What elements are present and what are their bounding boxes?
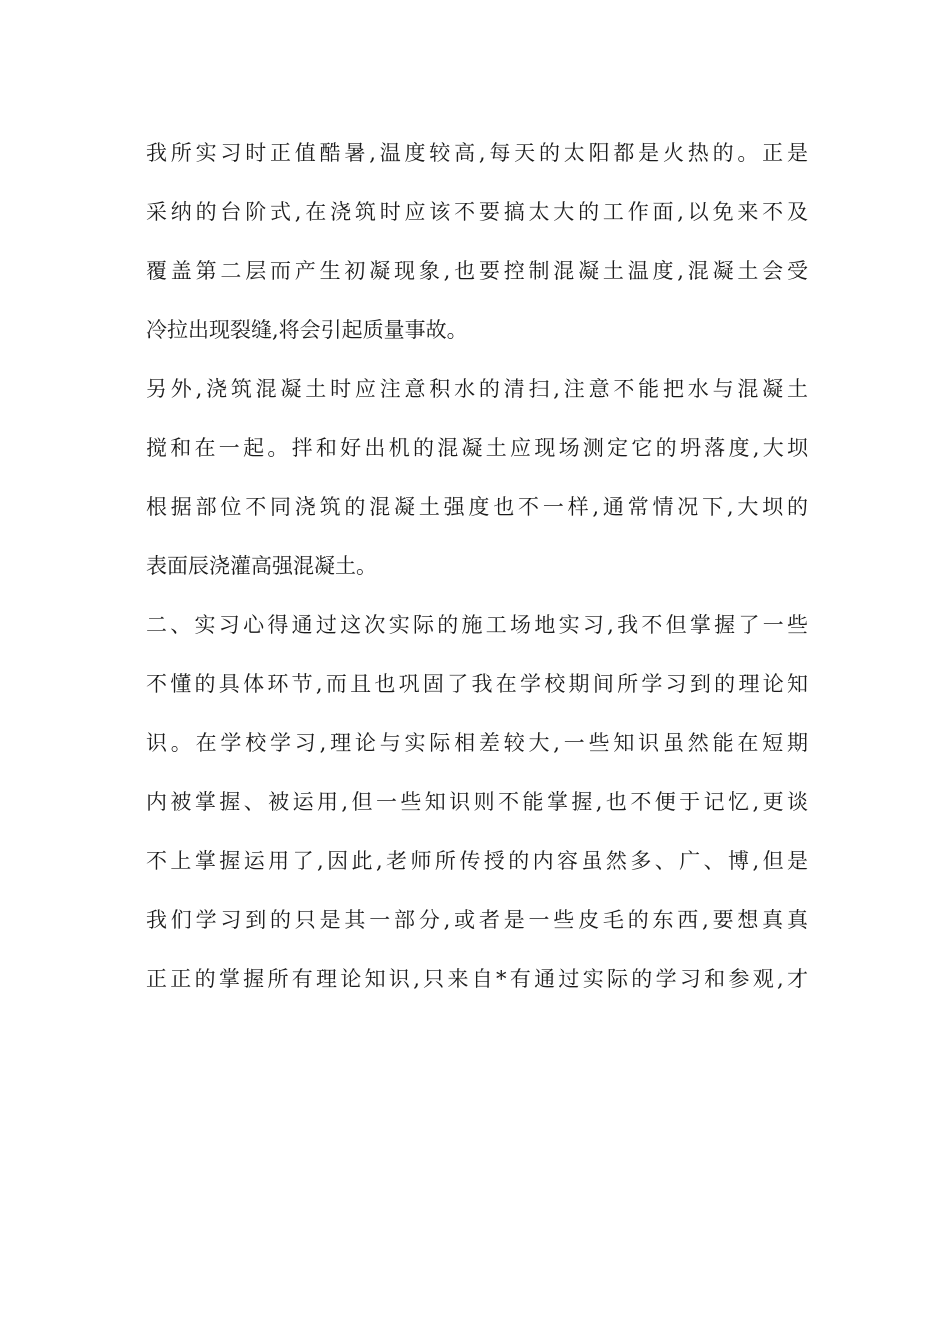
text-line: 不上掌握运用了,因此,老师所传授的内容虽然多、广、博,但是: [146, 849, 808, 873]
text-line: 正正的掌握所有理论知识,只来自*有通过实际的学习和参观,才: [146, 967, 808, 991]
text-line: 内被掌握、被运用,但一些知识则不能掌握,也不便于记忆,更谈: [146, 790, 808, 814]
text-line: 二、实习心得通过这次实际的施工场地实习,我不但掌握了一些: [146, 613, 808, 637]
text-line: 采纳的台阶式,在浇筑时应该不要搞太大的工作面,以免来不及: [146, 200, 808, 224]
text-line: 不懂的具体环节,而且也巩固了我在学校期间所学习到的理论知: [146, 672, 808, 696]
text-line: 另外,浇筑混凝土时应注意积水的清扫,注意不能把水与混凝土: [146, 377, 808, 401]
text-line: 冷拉出现裂缝,将会引起质量事故。: [146, 318, 468, 342]
text-line: 根据部位不同浇筑的混凝土强度也不一样,通常情况下,大坝的: [146, 495, 808, 519]
text-line: 覆盖第二层而产生初凝现象,也要控制混凝土温度,混凝土会受: [146, 259, 808, 283]
text-line: 识。在学校学习,理论与实际相差较大,一些知识虽然能在短期: [146, 731, 808, 755]
text-line: 我所实习时正值酷暑,温度较高,每天的太阳都是火热的。正是: [146, 141, 808, 165]
text-line: 搅和在一起。拌和好出机的混凝土应现场测定它的坍落度,大坝: [146, 436, 808, 460]
text-line: 我们学习到的只是其一部分,或者是一些皮毛的东西,要想真真: [146, 908, 808, 932]
body-text: [146, 128, 808, 1013]
text-line: 表面辰浇灌高强混凝土。: [146, 554, 377, 578]
